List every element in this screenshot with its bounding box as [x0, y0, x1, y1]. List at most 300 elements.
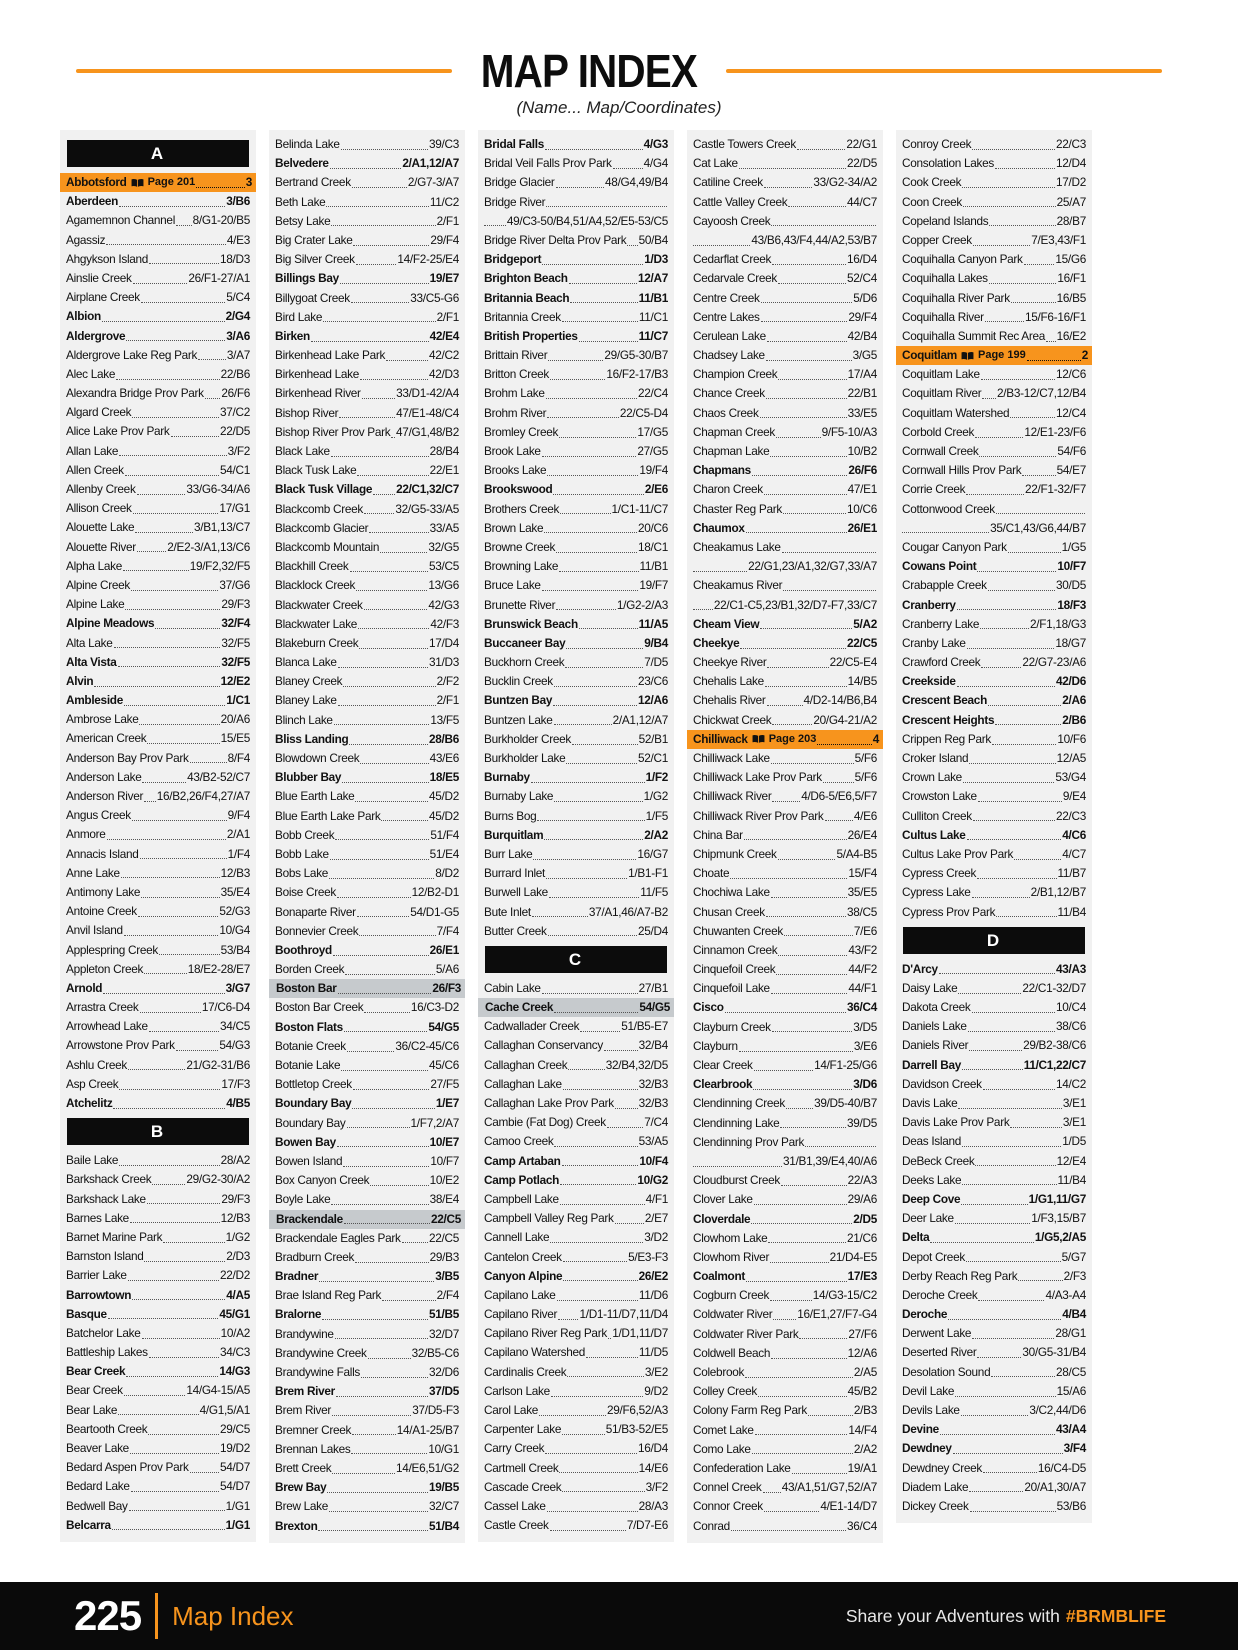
dot-leader [327, 1478, 428, 1493]
index-entry [66, 1324, 250, 1343]
index-entry [66, 1190, 250, 1209]
dot-leader [566, 634, 643, 649]
dot-leader [311, 327, 429, 342]
entry-name: Crown Lake [902, 770, 962, 785]
entry-name: Cambie (Fat Dog) Creek [484, 1115, 606, 1130]
index-entry [484, 711, 668, 730]
entry-coords: 16/F2-17/B3 [606, 367, 668, 382]
index-entry [66, 653, 250, 672]
town-page-number: 4 [872, 731, 879, 746]
entry-coords: 53/A5 [638, 1134, 668, 1149]
entry-name: Comet Lake [693, 1422, 754, 1437]
index-entry [484, 308, 668, 327]
entry-name: Allen Creek [66, 462, 124, 477]
index-entry [484, 1516, 668, 1535]
index-entry [902, 749, 1086, 768]
continuation-line [693, 1152, 877, 1171]
dot-leader [784, 922, 853, 937]
entry-coords: 26/E1 [429, 942, 459, 957]
entry-name: Deserted River [902, 1345, 977, 1360]
dot-leader [567, 1363, 644, 1378]
index-entry [66, 576, 250, 595]
index-entry [693, 1094, 877, 1113]
dot-leader [764, 1497, 819, 1512]
index-entry [66, 1458, 250, 1477]
entry-name: Bedard Aspen Prov Park [66, 1460, 189, 1475]
entry-name: Allison Creek [66, 501, 132, 516]
index-entry [902, 903, 1086, 922]
index-entry [484, 749, 668, 768]
dot-leader [615, 1094, 638, 1109]
entry-name: Deroche Creek [902, 1287, 978, 1302]
entry-name: Blacklock Creek [275, 578, 356, 593]
dot-leader [155, 614, 220, 629]
index-entry [66, 442, 250, 461]
index-entry [66, 941, 250, 960]
index-entry [275, 1497, 459, 1516]
entry-coords: 2/F3 [1063, 1268, 1086, 1283]
index-entry [693, 1344, 877, 1363]
entry-coords: 15/F6-16/F1 [1025, 309, 1086, 324]
entry-name: Bridge River Delta Prov Park [484, 232, 627, 247]
entry-coords: 32/B3 [638, 1076, 668, 1091]
entry-coords: 10/C6 [847, 501, 877, 516]
entry-coords: 26/F6 [848, 463, 877, 478]
entry-coords: 32/C7 [429, 1499, 459, 1514]
index-entry [66, 1305, 250, 1324]
dot-leader [772, 711, 812, 726]
entry-coords: 19/F7 [639, 578, 668, 593]
index-entry [484, 1439, 668, 1458]
entry-coords: 13/G6 [428, 578, 459, 593]
index-entry [902, 615, 1086, 634]
entry-coords: 16/D4 [847, 252, 877, 267]
entry-name: Cerulean Lake [693, 328, 766, 343]
index-entry [902, 1152, 1086, 1171]
dot-leader [817, 730, 871, 745]
entry-coords: 8/G1-20/B5 [192, 213, 250, 228]
index-entry [275, 883, 459, 902]
dot-leader [562, 308, 638, 323]
dot-leader [391, 423, 395, 438]
index-entry [693, 154, 877, 173]
dot-leader [124, 1381, 186, 1396]
entry-name: Barnston Island [66, 1249, 144, 1264]
entry-name: Cantelon Creek [484, 1249, 562, 1264]
dot-leader [141, 883, 220, 898]
entry-name: Billings Bay [275, 271, 339, 286]
entry-name: Cougar Canyon Park [902, 539, 1007, 554]
entry-coords: 29/G2-30/A2 [186, 1172, 250, 1187]
entry-coords: 54/D7 [220, 1460, 250, 1475]
index-entry [275, 1094, 459, 1113]
entry-coords: 11/B7 [1057, 866, 1086, 881]
entry-coords: 52/B1 [638, 731, 668, 746]
dot-leader [113, 1094, 225, 1109]
entry-coords: 22/D5 [847, 156, 877, 171]
dot-leader [805, 1133, 876, 1148]
dot-leader [131, 576, 218, 591]
entry-name: Colony Farm Reg Park [693, 1403, 807, 1418]
dot-leader [337, 1133, 429, 1148]
index-entry [902, 1190, 1086, 1209]
dot-leader [782, 538, 876, 553]
dot-leader [140, 845, 227, 860]
entry-coords: 16/C4-D5 [1037, 1460, 1086, 1475]
section-header-a: A [67, 140, 249, 167]
entry-coords: 17/C6-D4 [201, 1000, 250, 1015]
index-entry [902, 826, 1086, 845]
dot-leader [341, 1056, 428, 1071]
index-entry [275, 807, 459, 826]
entry-coords: 3/E1 [1062, 1115, 1086, 1130]
dot-leader [972, 1324, 1054, 1339]
entry-coords: 12/A7 [638, 271, 668, 286]
entry-coords: 37/G6 [219, 577, 250, 592]
dot-leader [797, 135, 845, 150]
entry-coords: 5/A6 [435, 962, 459, 977]
entry-name: Coquihalla Canyon Park [902, 252, 1023, 267]
entry-name: Bridge River [484, 194, 546, 209]
dot-leader [586, 1343, 638, 1358]
entry-coords: 10/A2 [220, 1325, 250, 1340]
share-text: Share your Adventures with [845, 1605, 1060, 1626]
index-entry [693, 1133, 877, 1152]
dot-leader [373, 480, 395, 495]
dot-leader [776, 423, 821, 438]
entry-coords: 20/A6 [220, 712, 250, 727]
entry-coords: 5/D6 [853, 290, 877, 305]
index-entry [693, 423, 877, 442]
index-entry [693, 576, 877, 595]
dot-leader [579, 615, 638, 630]
index-entry [275, 442, 459, 461]
entry-coords: 12/C4 [1056, 405, 1086, 420]
entry-name: Big Crater Lake [275, 232, 353, 247]
index-entry [484, 1459, 668, 1478]
entry-name: Chilliwack River Prov Park [693, 808, 824, 823]
index-entry [275, 365, 459, 384]
index-entry [66, 499, 250, 518]
dot-leader [332, 1401, 411, 1416]
entry-coords: 3/C2,44/D6 [1029, 1403, 1086, 1417]
dot-leader [364, 998, 410, 1013]
entry-name: Catiline Creek [693, 175, 763, 190]
index-entry [275, 730, 459, 749]
entry-name: Devine [902, 1422, 939, 1437]
entry-coords: 30/G5-31/B4 [1022, 1345, 1086, 1360]
entry-coords: 4/A5 [226, 1287, 250, 1302]
entry-name: Brew Lake [275, 1499, 329, 1514]
entry-name: Blinch Lake [275, 712, 333, 727]
dot-leader [992, 730, 1056, 745]
entry-name: Capilano Lake [484, 1287, 556, 1302]
entry-coords: 1/E7 [435, 1096, 459, 1111]
entry-coords: 2/A1 [226, 827, 250, 842]
entry-coords: 3/F2 [227, 443, 250, 458]
entry-coords: 4/C7 [1062, 846, 1086, 861]
entry-coords: 32/B3 [638, 1096, 668, 1110]
entry-coords: 37/D5-F3 [412, 1403, 459, 1418]
dot-leader [339, 404, 395, 419]
dot-leader [985, 308, 1024, 323]
entry-coords: 11/B4 [1057, 1172, 1086, 1187]
dot-leader [776, 960, 847, 975]
index-entry [484, 1267, 668, 1286]
dot-leader [547, 1497, 638, 1512]
index-entry [275, 269, 459, 288]
entry-coords: 29/B3 [429, 1249, 459, 1264]
entry-coords: 4/E6 [853, 808, 877, 823]
dot-leader [133, 499, 219, 514]
index-entry [693, 826, 877, 845]
entry-name: Clendinning Prov Park [693, 1134, 805, 1149]
index-entry [902, 327, 1086, 346]
entry-name: Bedwell Bay [66, 1498, 128, 1513]
index-entry [484, 135, 668, 154]
dot-leader [565, 653, 643, 668]
entry-name: Aberdeen [66, 194, 119, 209]
entry-name: Clear Creek [693, 1058, 753, 1072]
dot-leader [107, 825, 226, 840]
entry-name: Britannia Creek [484, 309, 561, 324]
dot-leader [94, 672, 219, 687]
dot-leader [338, 653, 428, 668]
entry-name: Cultus Lake [902, 827, 966, 842]
index-entry [66, 1017, 250, 1036]
dot-leader [330, 845, 429, 860]
entry-coords: 21/G2-31/B6 [186, 1057, 250, 1072]
entry-coords: 10/E7 [429, 1134, 459, 1149]
index-entry [66, 691, 250, 710]
entry-coords: 44/C7 [847, 194, 877, 209]
entry-coords: 32/F5 [221, 654, 250, 669]
entry-name: Cultus Lake Prov Park [902, 846, 1014, 861]
entry-coords: 7/E6 [853, 923, 877, 938]
entry-coords: 2/A2 [644, 827, 668, 842]
dot-leader [955, 1209, 1031, 1224]
index-column-1 [60, 130, 256, 1542]
entry-name: Daniels River [902, 1038, 969, 1053]
dot-leader [337, 883, 411, 898]
entry-name: Crabapple Creek [902, 578, 987, 593]
entry-coords: 14/G3 [219, 1364, 250, 1379]
entry-coords: 1/G2 [225, 1229, 250, 1244]
entry-name: Chance Creek [693, 386, 765, 401]
index-entry [275, 787, 459, 806]
entry-name: Davis Lake Prov Park [902, 1115, 1010, 1130]
entry-coords: 11/F5 [640, 885, 668, 900]
index-entry [275, 384, 459, 403]
continuation-line [693, 231, 877, 250]
index-entry [902, 768, 1086, 787]
entry-name: Cranberry Lake [902, 616, 980, 631]
index-entry [66, 1420, 250, 1439]
dot-leader [331, 212, 435, 227]
dot-leader [196, 173, 244, 188]
entry-coords: 26/F1-27/A1 [188, 270, 250, 285]
entry-coords: 26/E2 [638, 1268, 668, 1283]
dot-leader [364, 596, 428, 611]
entry-name: Cheakamus Lake [693, 539, 781, 554]
entry-name: Chilliwack Lake Prov Park [693, 770, 822, 785]
entry-name: Boundary Bay [275, 1096, 352, 1111]
entry-name: Big Silver Creek [275, 252, 355, 267]
index-entry [693, 250, 877, 269]
entry-coords: 9/F5-10/A3 [821, 424, 877, 439]
dot-leader [358, 615, 429, 630]
dot-leader [953, 1439, 1063, 1454]
page-number: 225 [74, 1592, 142, 1639]
entry-name: Bear Creek [66, 1383, 123, 1398]
entry-coords: 22/C1-C5,23/B1,32/D7-F7,33/C7 [713, 597, 877, 612]
index-entry [275, 308, 459, 327]
entry-name: Bottletop Creek [275, 1077, 352, 1092]
index-entry [902, 1439, 1086, 1458]
index-entry [66, 346, 250, 365]
entry-name: Carol Lake [484, 1403, 539, 1417]
index-entry [902, 173, 1086, 192]
entry-coords: 50/B4 [638, 232, 668, 247]
entry-coords: 37/A1,46/A7-B2 [588, 904, 668, 919]
dot-leader [149, 1343, 219, 1358]
index-entry [66, 1516, 250, 1535]
entry-name: Clowhom River [693, 1249, 770, 1264]
index-entry [66, 1477, 250, 1496]
index-entry [66, 231, 250, 250]
dot-leader [772, 1018, 853, 1033]
entry-name: Coldwater River Park [693, 1326, 799, 1341]
entry-name: Birkenhead Lake Park [275, 348, 386, 363]
index-entry [484, 1305, 668, 1324]
dot-leader [627, 231, 637, 246]
entry-name: Blackwater Lake [275, 616, 358, 631]
dot-leader [752, 461, 847, 476]
entry-coords: 17/F3 [221, 1076, 250, 1091]
dot-leader [343, 1152, 429, 1167]
dot-leader [144, 1247, 225, 1262]
dot-leader [989, 269, 1057, 284]
dot-leader [825, 807, 853, 822]
dot-leader [542, 442, 637, 457]
entry-coords: 42/E4 [429, 328, 459, 343]
dot-leader [537, 807, 644, 822]
dot-leader [554, 787, 642, 802]
dot-leader [355, 787, 428, 802]
continuation-line [902, 519, 1086, 538]
index-entry [902, 1017, 1086, 1036]
dot-leader [563, 1248, 627, 1263]
entry-name: DeBeck Creek [902, 1153, 975, 1168]
entry-name: Buccaneer Bay [484, 635, 566, 650]
entry-name: Blackcomb Glacier [275, 520, 369, 535]
entry-coords: 54/D1-G5 [410, 904, 459, 919]
dot-leader [139, 710, 219, 725]
index-entry [484, 154, 668, 173]
entry-name: Bonnevier Creek [275, 923, 359, 938]
index-entry [902, 154, 1086, 173]
dot-leader [556, 538, 637, 553]
entry-coords: 14/C2 [1056, 1076, 1086, 1091]
index-entry [693, 346, 877, 365]
entry-coords: 27/B1 [638, 980, 668, 995]
entry-name: Boston Bar Creek [275, 1000, 364, 1015]
index-entry [275, 1459, 459, 1478]
dot-leader [357, 461, 428, 476]
entry-coords: 38/E4 [429, 1192, 459, 1207]
dot-leader [972, 883, 1030, 898]
dot-leader [754, 1056, 813, 1071]
entry-name: Blue Earth Lake [275, 789, 355, 804]
entry-name: Cornwall Hills Prov Park [902, 463, 1022, 478]
index-entry [902, 442, 1086, 461]
entry-name: Belinda Lake [275, 137, 340, 151]
dot-leader [977, 557, 1056, 572]
dot-leader [755, 1421, 848, 1436]
entry-coords: 17/D2 [1056, 175, 1086, 190]
town-page-label: Page 203 [768, 732, 817, 745]
entry-coords: 32/G5 [428, 539, 459, 554]
entry-coords: 1/G1,11/G7 [1028, 1191, 1086, 1206]
entry-name: Botanie Lake [275, 1058, 341, 1072]
dot-leader [369, 519, 428, 534]
entry-coords: 22/C3 [1056, 808, 1086, 823]
entry-name: Capilano River Reg Park [484, 1326, 607, 1341]
dot-leader [545, 135, 643, 150]
entry-name: Coquihalla River Park [902, 290, 1010, 305]
entry-name: Alec Lake [66, 366, 116, 381]
dot-leader [1011, 289, 1056, 304]
entry-name: Coldwater River [693, 1307, 773, 1322]
index-entry [693, 1440, 877, 1459]
index-entry [484, 480, 668, 499]
dot-leader [957, 596, 1057, 611]
dot-leader [770, 1286, 812, 1301]
entry-name: Annacis Island [66, 846, 139, 861]
entry-name: Coquihalla Lakes [902, 271, 988, 286]
entry-name: Charon Creek [693, 482, 763, 497]
dot-leader [980, 615, 1029, 630]
dot-leader [190, 1458, 219, 1473]
dot-leader [559, 557, 638, 572]
index-entry [902, 1343, 1086, 1362]
entry-coords: 22/C5-D4 [619, 405, 668, 420]
entry-name: Canyon Alpine [484, 1268, 563, 1283]
dot-leader [330, 154, 402, 169]
index-entry [66, 538, 250, 557]
entry-coords: 16/F1 [1057, 271, 1086, 286]
entry-name: Chapman Creek [693, 424, 775, 439]
dot-leader [533, 845, 636, 860]
entry-name: Chaos Creek [693, 405, 759, 420]
dot-leader [553, 691, 637, 706]
entry-coords: 1/G2 [643, 789, 668, 804]
entry-coords: 16/B5 [1056, 290, 1086, 305]
entry-coords: 28/B7 [1056, 213, 1086, 228]
dot-leader [137, 480, 186, 495]
index-entry [484, 691, 668, 710]
index-entry [66, 1247, 250, 1266]
dot-leader [740, 634, 846, 649]
dot-leader [566, 749, 637, 764]
dot-leader [128, 1266, 219, 1281]
entry-coords: 12/B2-D1 [411, 885, 459, 900]
dot-leader [902, 519, 989, 534]
dot-leader [554, 998, 638, 1013]
entry-name: Brothers Creek [484, 501, 560, 516]
dot-leader [604, 1036, 638, 1051]
dot-leader [744, 826, 847, 841]
